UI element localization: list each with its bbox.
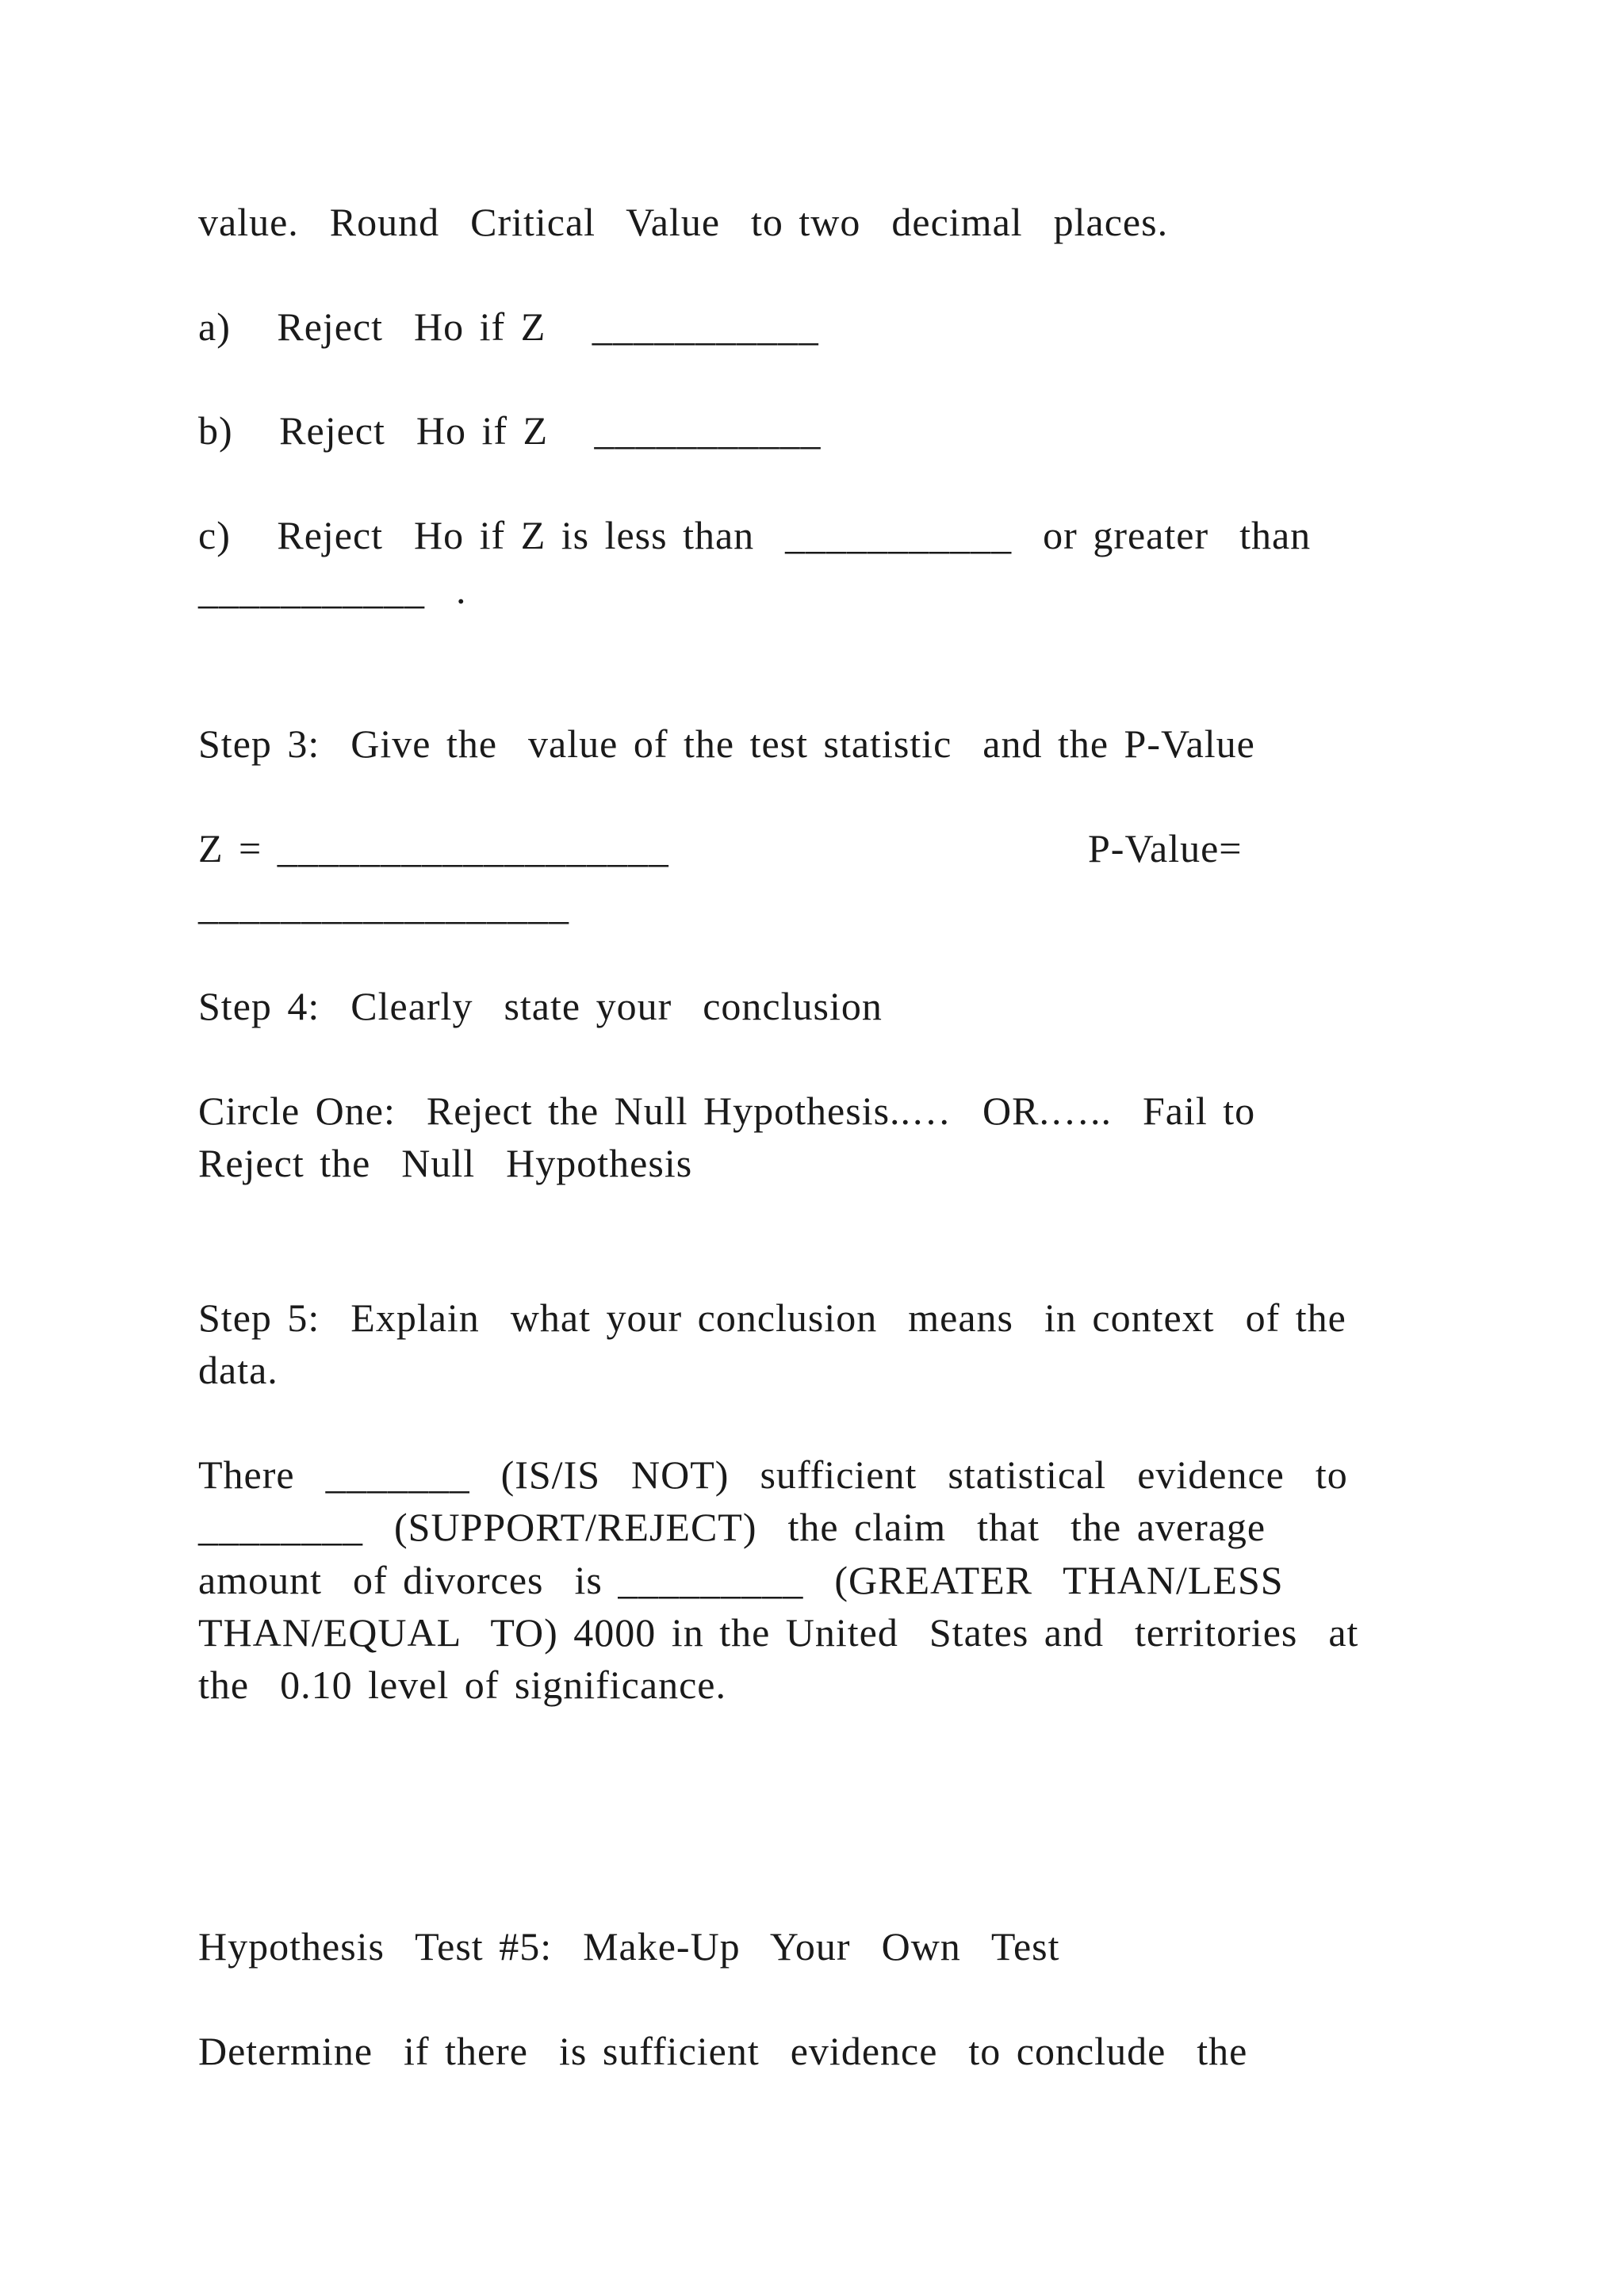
z-statistic-blank: Z = ___________________ xyxy=(198,826,669,871)
reject-rule-c: c) Reject Ho if Z is less than ___________ or greater than xyxy=(198,513,1312,557)
circle-one-options: Circle One: Reject the Null Hypothesis..… OR.….. Fail to xyxy=(198,1089,1256,1133)
conclusion-sentence-5: the 0.10 level of significance. xyxy=(198,1663,726,1707)
step-5-heading: Step 5: Explain what your conclusion means in context of the xyxy=(198,1295,1346,1340)
conclusion-sentence-1: There _______ (IS/IS NOT) sufficient statistical evidence to xyxy=(198,1452,1348,1497)
step-5-heading-continued: data. xyxy=(198,1348,278,1392)
hypothesis-test-5-heading: Hypothesis Test #5: Make-Up Your Own Test xyxy=(198,1924,1060,1969)
p-value-label: P-Value= xyxy=(1088,826,1243,871)
determine-sufficient-evidence: Determine if there is sufficient evidence to conclude the xyxy=(198,2029,1248,2073)
circle-one-options-continued: Reject the Null Hypothesis xyxy=(198,1141,693,1185)
p-value-blank: __________________ xyxy=(198,883,569,928)
conclusion-sentence-3: amount of divorces is _________ (GREATER THAN/LESS xyxy=(198,1558,1284,1602)
reject-rule-b: b) Reject Ho if Z ___________ xyxy=(198,408,822,453)
conclusion-sentence-4: THAN/EQUAL TO) 4000 in the United States and territories at xyxy=(198,1610,1359,1655)
step-4-heading: Step 4: Clearly state your conclusion xyxy=(198,984,883,1028)
reject-rule-c-continued: ___________ . xyxy=(198,568,467,612)
conclusion-sentence-2: ________ (SUPPORT/REJECT) the claim that the average xyxy=(198,1505,1266,1549)
step-3-heading: Step 3: Give the value of the test statistic and the P-Value xyxy=(198,721,1255,766)
reject-rule-a: a) Reject Ho if Z ___________ xyxy=(198,304,819,349)
instruction-round-critical-value: value. Round Critical Value to two decimal places. xyxy=(198,200,1169,244)
